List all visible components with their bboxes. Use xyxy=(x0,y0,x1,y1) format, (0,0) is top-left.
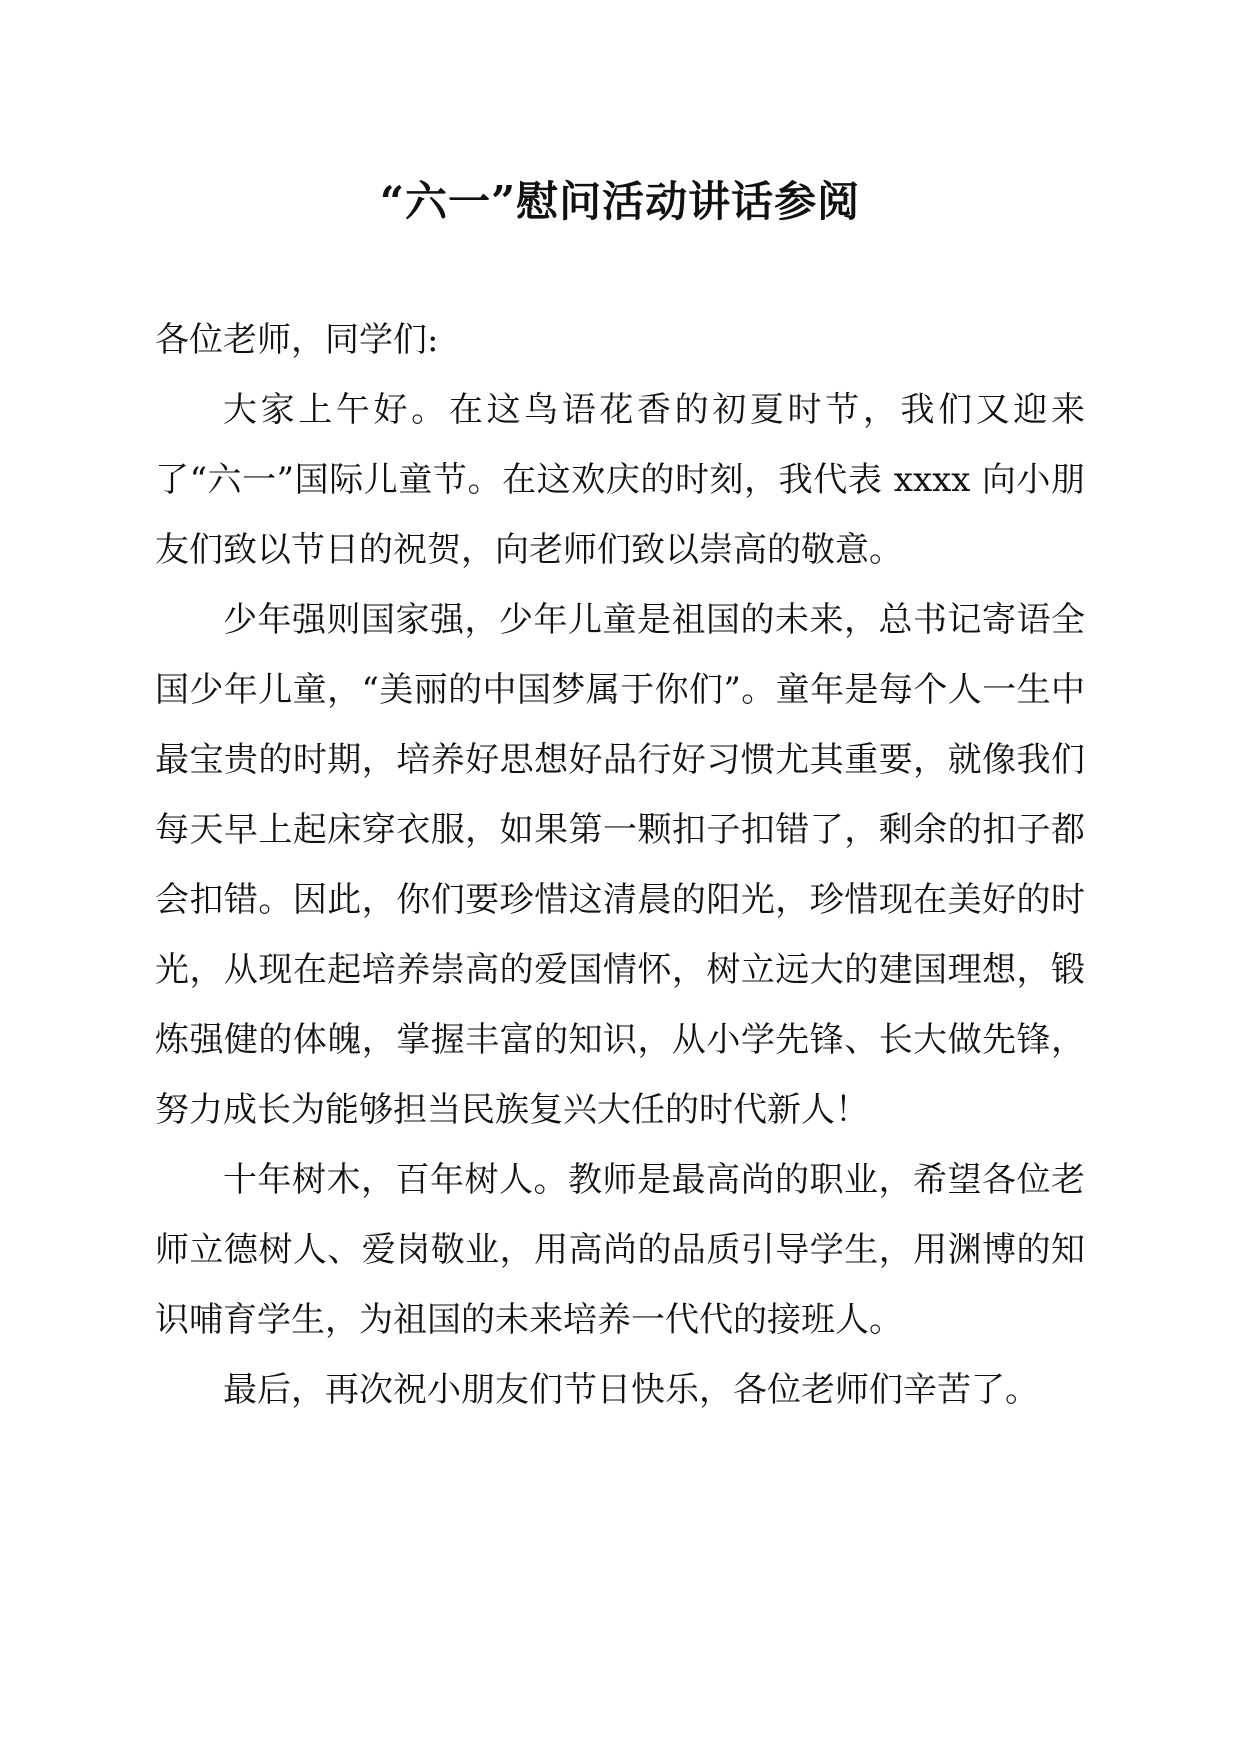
paragraph-youth: 少年强则国家强，少年儿童是祖国的未来，总书记寄语全国少年儿童，“美丽的中国梦属于你们”。童年是每个人一生中最宝贵的时期，培养好思想好品行好习惯尤其重要，就像我们每天早上起床穿衣服，如果第一颗扣子扣错了，剩余的扣子都会扣错。因此，你们要珍惜这清晨的阳光，珍惜现在美好的时光，从现在起培养崇高的爱国情怀，树立远大的建国理想，锻炼强健的体魄，掌握丰富的知识，从小学先锋、长大做先锋，努力成长为能够担当民族复兴大任的时代新人！ xyxy=(155,600,1085,1130)
paragraph-teachers: 十年树木，百年树人。教师是最高尚的职业，希望各位老师立德树人、爱岗敬业，用高尚的品质引导学生，用渊博的知识哺育学生，为祖国的未来培养一代代的接班人。 xyxy=(155,1160,1085,1340)
paragraph-greeting: 大家上午好。在这鸟语花香的初夏时节，我们又迎来了“六一”国际儿童节。在这欢庆的时刻，我代表 xxxx 向小朋友们致以节日的祝贺，向老师们致以崇高的敬意。 xyxy=(155,390,1085,570)
paragraph-closing: 最后，再次祝小朋友们节日快乐，各位老师们辛苦了。 xyxy=(223,1370,1039,1410)
document-title: “六一”慰问活动讲话参阅 xyxy=(379,177,861,226)
salutation: 各位老师，同学们: xyxy=(155,320,439,360)
document-body xyxy=(155,305,1085,1425)
